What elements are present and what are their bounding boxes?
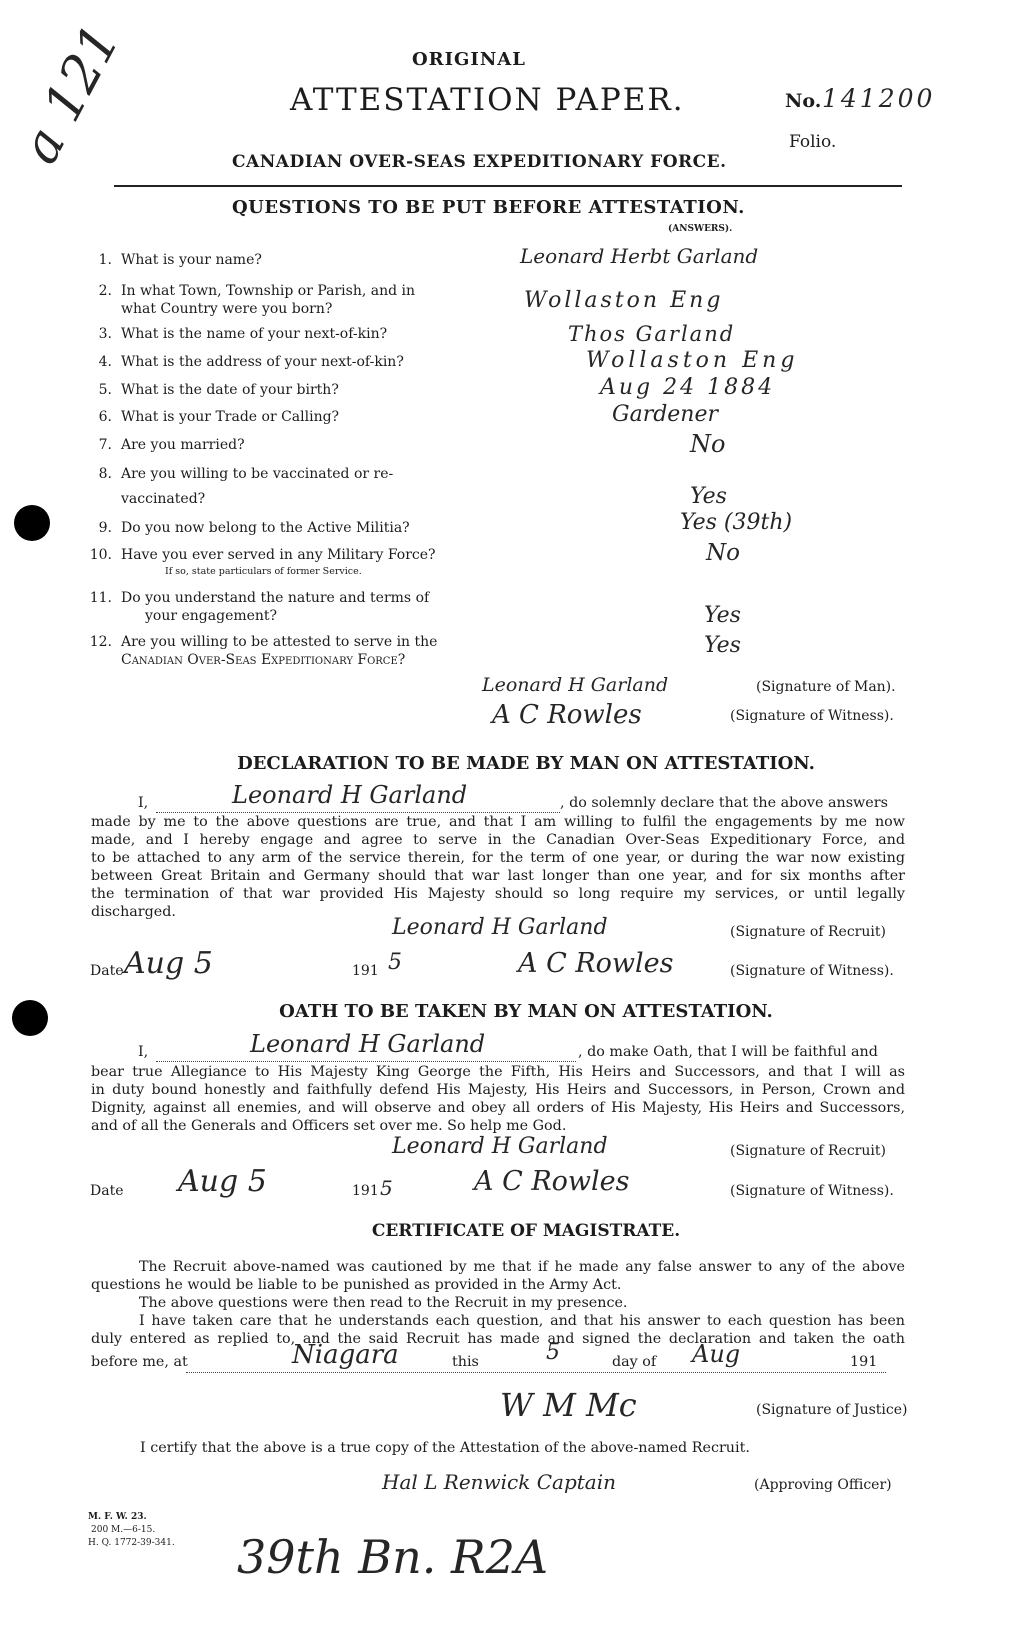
header-folio: Folio. <box>789 132 837 152</box>
punch-hole-top <box>14 505 50 541</box>
question-number: 7. <box>98 437 112 453</box>
oath-line: Dignity, against all enemies, and will observe and obey all orders of His Majesty, His Heirs and Successors, <box>91 1100 905 1116</box>
magistrate-line: questions he would be liable to be punished as provided in the Army Act. <box>91 1277 622 1293</box>
question-number: 8. <box>98 466 112 482</box>
question-number: 4. <box>98 354 112 370</box>
signature-man-label: (Signature of Man). <box>756 679 896 695</box>
oath-line: and of all the Generals and Officers set over me. So help me God. <box>91 1118 567 1134</box>
answer-served: No <box>706 540 740 566</box>
page-title: ATTESTATION PAPER. <box>290 82 685 118</box>
magistrate-line: duly entered as replied to, and the said Recruit has made and signed the declaration and taken the oath <box>91 1331 905 1347</box>
declaration-line: made by me to the above questions are true, and that I am willing to fulfil the engagements by me now <box>91 814 905 830</box>
question-text: What is your Trade or Calling? <box>121 409 340 425</box>
question-text: Are you willing to be vaccinated or re- <box>121 466 394 482</box>
answer-willing-attest: Yes <box>704 633 741 658</box>
footer-handwritten-note: 39th Bn. R2A <box>237 1530 549 1584</box>
oath-title: OATH TO BE TAKEN BY MAN ON ATTESTATION. <box>279 1001 773 1022</box>
question-text: Do you now belong to the Active Militia? <box>121 520 410 536</box>
footer-code: M. F. W. 23. <box>88 1512 147 1522</box>
declaration-i: I, <box>138 795 149 811</box>
question-text: What is the date of your birth? <box>121 382 339 398</box>
question-text: Have you ever served in any Military Force? <box>121 547 436 563</box>
question-text: What is the name of your next-of-kin? <box>121 326 388 342</box>
oath-date-value: Aug 5 <box>178 1164 267 1199</box>
footer-code: H. Q. 1772-39-341. <box>88 1538 175 1548</box>
declaration-year-label: 191 <box>352 963 379 979</box>
answer-married: No <box>690 430 726 458</box>
oath-line: in duty bound honestly and faithfully defend His Majesty, His Heirs and Successors, in Person, Crown and <box>91 1082 905 1098</box>
magistrate-before-label: before me, at <box>91 1354 188 1370</box>
answers-label: (ANSWERS). <box>668 224 733 234</box>
declaration-name: Leonard H Garland <box>232 781 468 809</box>
header-rule <box>114 185 902 187</box>
declaration-line: to be attached to any arm of the service therein, for the term of one year, or during the war now existing <box>91 850 905 866</box>
question-text: Are you married? <box>121 437 245 453</box>
question-number: 1. <box>98 252 112 268</box>
oath-witness-label: (Signature of Witness). <box>730 1183 894 1199</box>
answer-militia: Yes (39th) <box>680 510 793 535</box>
page-subtitle: CANADIAN OVER-SEAS EXPEDITIONARY FORCE. <box>232 152 727 172</box>
signature-approving-officer: Hal L Renwick Captain <box>382 1470 616 1494</box>
oath-name-line <box>156 1061 576 1062</box>
question-number: 10. <box>89 547 112 563</box>
magistrate-certify: I certify that the above is a true copy of the Attestation of the above-named Recruit. <box>140 1440 750 1456</box>
question-number: 6. <box>98 409 112 425</box>
declaration-line: discharged. <box>91 904 176 920</box>
answer-trade: Gardener <box>612 402 719 427</box>
declaration-line1-tail: , do solemnly declare that the above answers <box>560 795 888 811</box>
header-no-label: No. <box>785 90 822 112</box>
oath-text <box>91 1063 905 1135</box>
declaration-signature-witness: A C Rowles <box>518 948 674 979</box>
oath-i: I, <box>138 1044 149 1060</box>
magistrate-month: Aug <box>692 1340 741 1368</box>
declaration-signature-recruit: Leonard H Garland <box>392 915 608 940</box>
question-text: what Country were you born? <box>121 301 333 317</box>
magistrate-year-label: 191 <box>850 1354 878 1370</box>
footer-code: 200 M.—6-15. <box>91 1525 156 1535</box>
oath-line: bear true Allegiance to His Majesty King George the Fifth, His Heirs and Successors, and that I will as <box>91 1064 905 1080</box>
declaration-line: between Great Britain and Germany should that war last longer than one year, and for six months after <box>91 868 905 884</box>
approving-officer-label: (Approving Officer) <box>754 1477 892 1493</box>
signature-witness-label: (Signature of Witness). <box>730 708 894 724</box>
answer-vaccinated: Yes <box>690 484 727 509</box>
signature-man: Leonard H Garland <box>482 674 669 696</box>
question-text: Canadian Over-Seas Expeditionary Force? <box>121 652 406 668</box>
question-text: Do you understand the nature and terms of <box>121 590 430 606</box>
magistrate-day-label: day of <box>612 1354 657 1370</box>
oath-date-label: Date <box>90 1183 124 1199</box>
question-text: Are you willing to be attested to serve in the <box>121 634 438 650</box>
question-number: 5. <box>98 382 112 398</box>
declaration-line: made, and I hereby engage and agree to serve in the Canadian Over-Seas Expeditionary Force, and <box>91 832 905 848</box>
signature-justice: W M Mc <box>500 1386 637 1424</box>
oath-year-label: 191 <box>352 1183 379 1199</box>
answer-birthplace: Wollaston Eng <box>524 288 724 313</box>
question-note: If so, state particulars of former Service. <box>165 566 362 577</box>
declaration-date-label: Date <box>90 963 124 979</box>
question-number: 12. <box>89 634 112 650</box>
magistrate-line: The Recruit above-named was cautioned by me that if he made any false answer to any of the above <box>139 1259 905 1275</box>
declaration-text <box>91 813 905 921</box>
declaration-line: the termination of that war provided His Majesty should so long require my services, or until legally <box>91 886 905 902</box>
question-number: 9. <box>98 520 112 536</box>
declaration-witness-label: (Signature of Witness). <box>730 963 894 979</box>
margin-note: a 121 <box>10 15 132 174</box>
magistrate-text <box>91 1258 905 1348</box>
question-number: 11. <box>89 590 112 606</box>
magistrate-this-label: this <box>452 1354 479 1370</box>
oath-signature-witness: A C Rowles <box>474 1166 630 1197</box>
original-stamp: ORIGINAL <box>412 49 526 70</box>
magistrate-line: The above questions were then read to the Recruit in my presence. <box>139 1295 628 1311</box>
header-no-value: 141200 <box>822 84 936 113</box>
question-text: What is your name? <box>121 252 262 268</box>
magistrate-before-line <box>186 1372 886 1373</box>
questions-title: QUESTIONS TO BE PUT BEFORE ATTESTATION. <box>232 197 745 218</box>
answer-name: Leonard Herbt Garland <box>520 244 759 268</box>
magistrate-day: 5 <box>546 1340 560 1365</box>
signature-witness: A C Rowles <box>492 700 642 730</box>
answer-understand: Yes <box>704 603 741 628</box>
answer-birth-date: Aug 24 1884 <box>600 375 776 400</box>
question-text: your engagement? <box>145 608 278 624</box>
declaration-title: DECLARATION TO BE MADE BY MAN ON ATTESTATION. <box>237 753 815 774</box>
declaration-recruit-label: (Signature of Recruit) <box>730 924 886 940</box>
question-text: What is the address of your next-of-kin? <box>121 354 404 370</box>
declaration-date-value: Aug 5 <box>124 946 213 981</box>
declaration-year-value: 5 <box>388 950 402 975</box>
magistrate-place: Niagara <box>292 1340 399 1370</box>
question-text: In what Town, Township or Parish, and in <box>121 283 416 299</box>
oath-name: Leonard H Garland <box>250 1030 486 1058</box>
answer-next-of-kin: Thos Garland <box>568 322 736 346</box>
question-number: 2. <box>98 283 112 299</box>
oath-signature-recruit: Leonard H Garland <box>392 1134 608 1159</box>
answer-kin-address: Wollaston Eng <box>586 348 799 373</box>
magistrate-title: CERTIFICATE OF MAGISTRATE. <box>371 1221 681 1241</box>
question-number: 3. <box>98 326 112 342</box>
oath-line1-tail: , do make Oath, that I will be faithful and <box>578 1044 878 1060</box>
signature-justice-label: (Signature of Justice) <box>756 1402 908 1418</box>
oath-year-value: 5 <box>380 1176 393 1200</box>
oath-recruit-label: (Signature of Recruit) <box>730 1143 886 1159</box>
question-text: vaccinated? <box>121 491 206 507</box>
magistrate-line: I have taken care that he understands each question, and that his answer to each question has been <box>139 1313 905 1329</box>
